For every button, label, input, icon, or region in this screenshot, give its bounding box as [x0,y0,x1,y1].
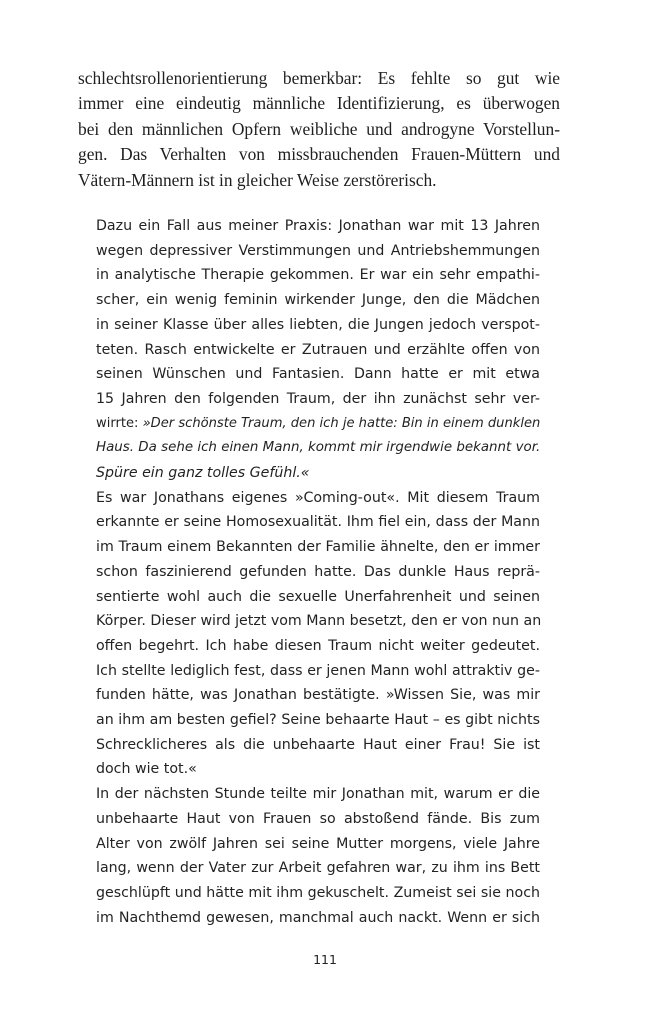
text-line: lang, wenn der Vater zur Arbeit gefahren war, zu ihm ins Bett [96,860,540,877]
text-line: in seiner Klasse über alles liebten, die Jungen jedoch verspot- [96,316,540,333]
text-line: an ihm am besten gefiel? Seine behaarte Haut – es gibt nichts [96,712,540,729]
text-line: schlechtsrollenorientierung bemerkbar: Es fehlte so gut wie [78,68,560,88]
text-line: 15 Jahren den folgenden Traum, der ihn zunächst sehr ver- [96,390,540,407]
dream-line [96,412,540,437]
text-line: sentierte wohl auch die sexuelle Unerfahrenheit und seinen [96,588,540,605]
text-line: schon faszinierend gefunden hatte. Das dunkle Haus reprä- [96,563,540,580]
text-line: Schrecklicheres als die unbehaarte Haut einer Frau! Sie ist [96,736,540,753]
text-line: in analytische Therapie gekommen. Er war ein sehr empathi- [96,267,540,284]
body-paragraph [78,66,560,193]
dream-quote-start: »Der schönste Traum, den ich je hatte: Bin in einem dunklen [142,415,541,431]
text-line: Es war Jonathans eigenes »Coming-out«. Mit diesem Traum [96,489,540,506]
text-line: unbehaarte Haut von Frauen so abstoßend fände. Bis zum [96,810,540,827]
text-line: wegen depressiver Verstimmungen und Antriebshemmungen [96,242,540,259]
text-line: seinen Wünschen und Fantasien. Dann hatte er mit etwa [96,366,540,383]
text-line: offen begehrt. Ich habe diesen Traum nicht weiter gedeutet. [96,637,540,654]
text-line: immer eine eindeutig männliche Identifizierung, es überwogen [78,93,560,114]
dream-quote-line: Haus. Da sehe ich einen Mann, kommt mir irgendwie bekannt vor. [96,440,541,456]
text-line: bei den männlichen Opfern weibliche und androgyne Vorstellun- [78,118,560,139]
page-number: 111 [313,952,337,967]
text-line: Ich stellte lediglich fest, dass er jenen Mann wohl attraktiv ge- [96,662,540,679]
text-line: funden hätte, was Jonathan bestätigte. »Wissen Sie, was mir [96,687,540,704]
text-line: gen. Das Verhalten von missbrauchenden Frauen-Müttern und [78,144,560,165]
text-line: Alter von zwölf Jahren sei seine Mutter morgens, viele Jahre [96,835,540,852]
text-line: Vätern-Männern ist in gleicher Weise zerstörerisch. [78,169,437,190]
case-study-block [96,214,540,930]
text-line: scher, ein wenig feminin wirkender Junge, den die Mädchen [96,292,540,309]
text-line: im Traum einem Bekannten der Familie ähnelte, den er immer [96,539,540,556]
text-line: Dazu ein Fall aus meiner Praxis: Jonathan war mit 13 Jahren [96,218,540,234]
dream-quote-line: Spüre ein ganz tolles Gefühl.« [96,465,310,482]
dream-lead: wirrte: [96,415,143,431]
text-line: In der nächsten Stunde teilte mir Jonathan mit, warum er die [96,786,540,803]
text-line: geschlüpft und hätte mit ihm gekuschelt. Zumeist sei sie noch [96,884,540,901]
text-line: erkannte er seine Homosexualität. Ihm fiel ein, dass der Mann [96,514,540,531]
text-line: doch wie tot.« [96,761,197,778]
text-line: teten. Rasch entwickelte er Zutrauen und erzählte offen von [96,341,540,358]
text-line: Körper. Dieser wird jetzt vom Mann besetzt, den er von nun an [96,613,542,630]
text-line: im Nachthemd gewesen, manchmal auch nackt. Wenn er sich [96,909,540,926]
